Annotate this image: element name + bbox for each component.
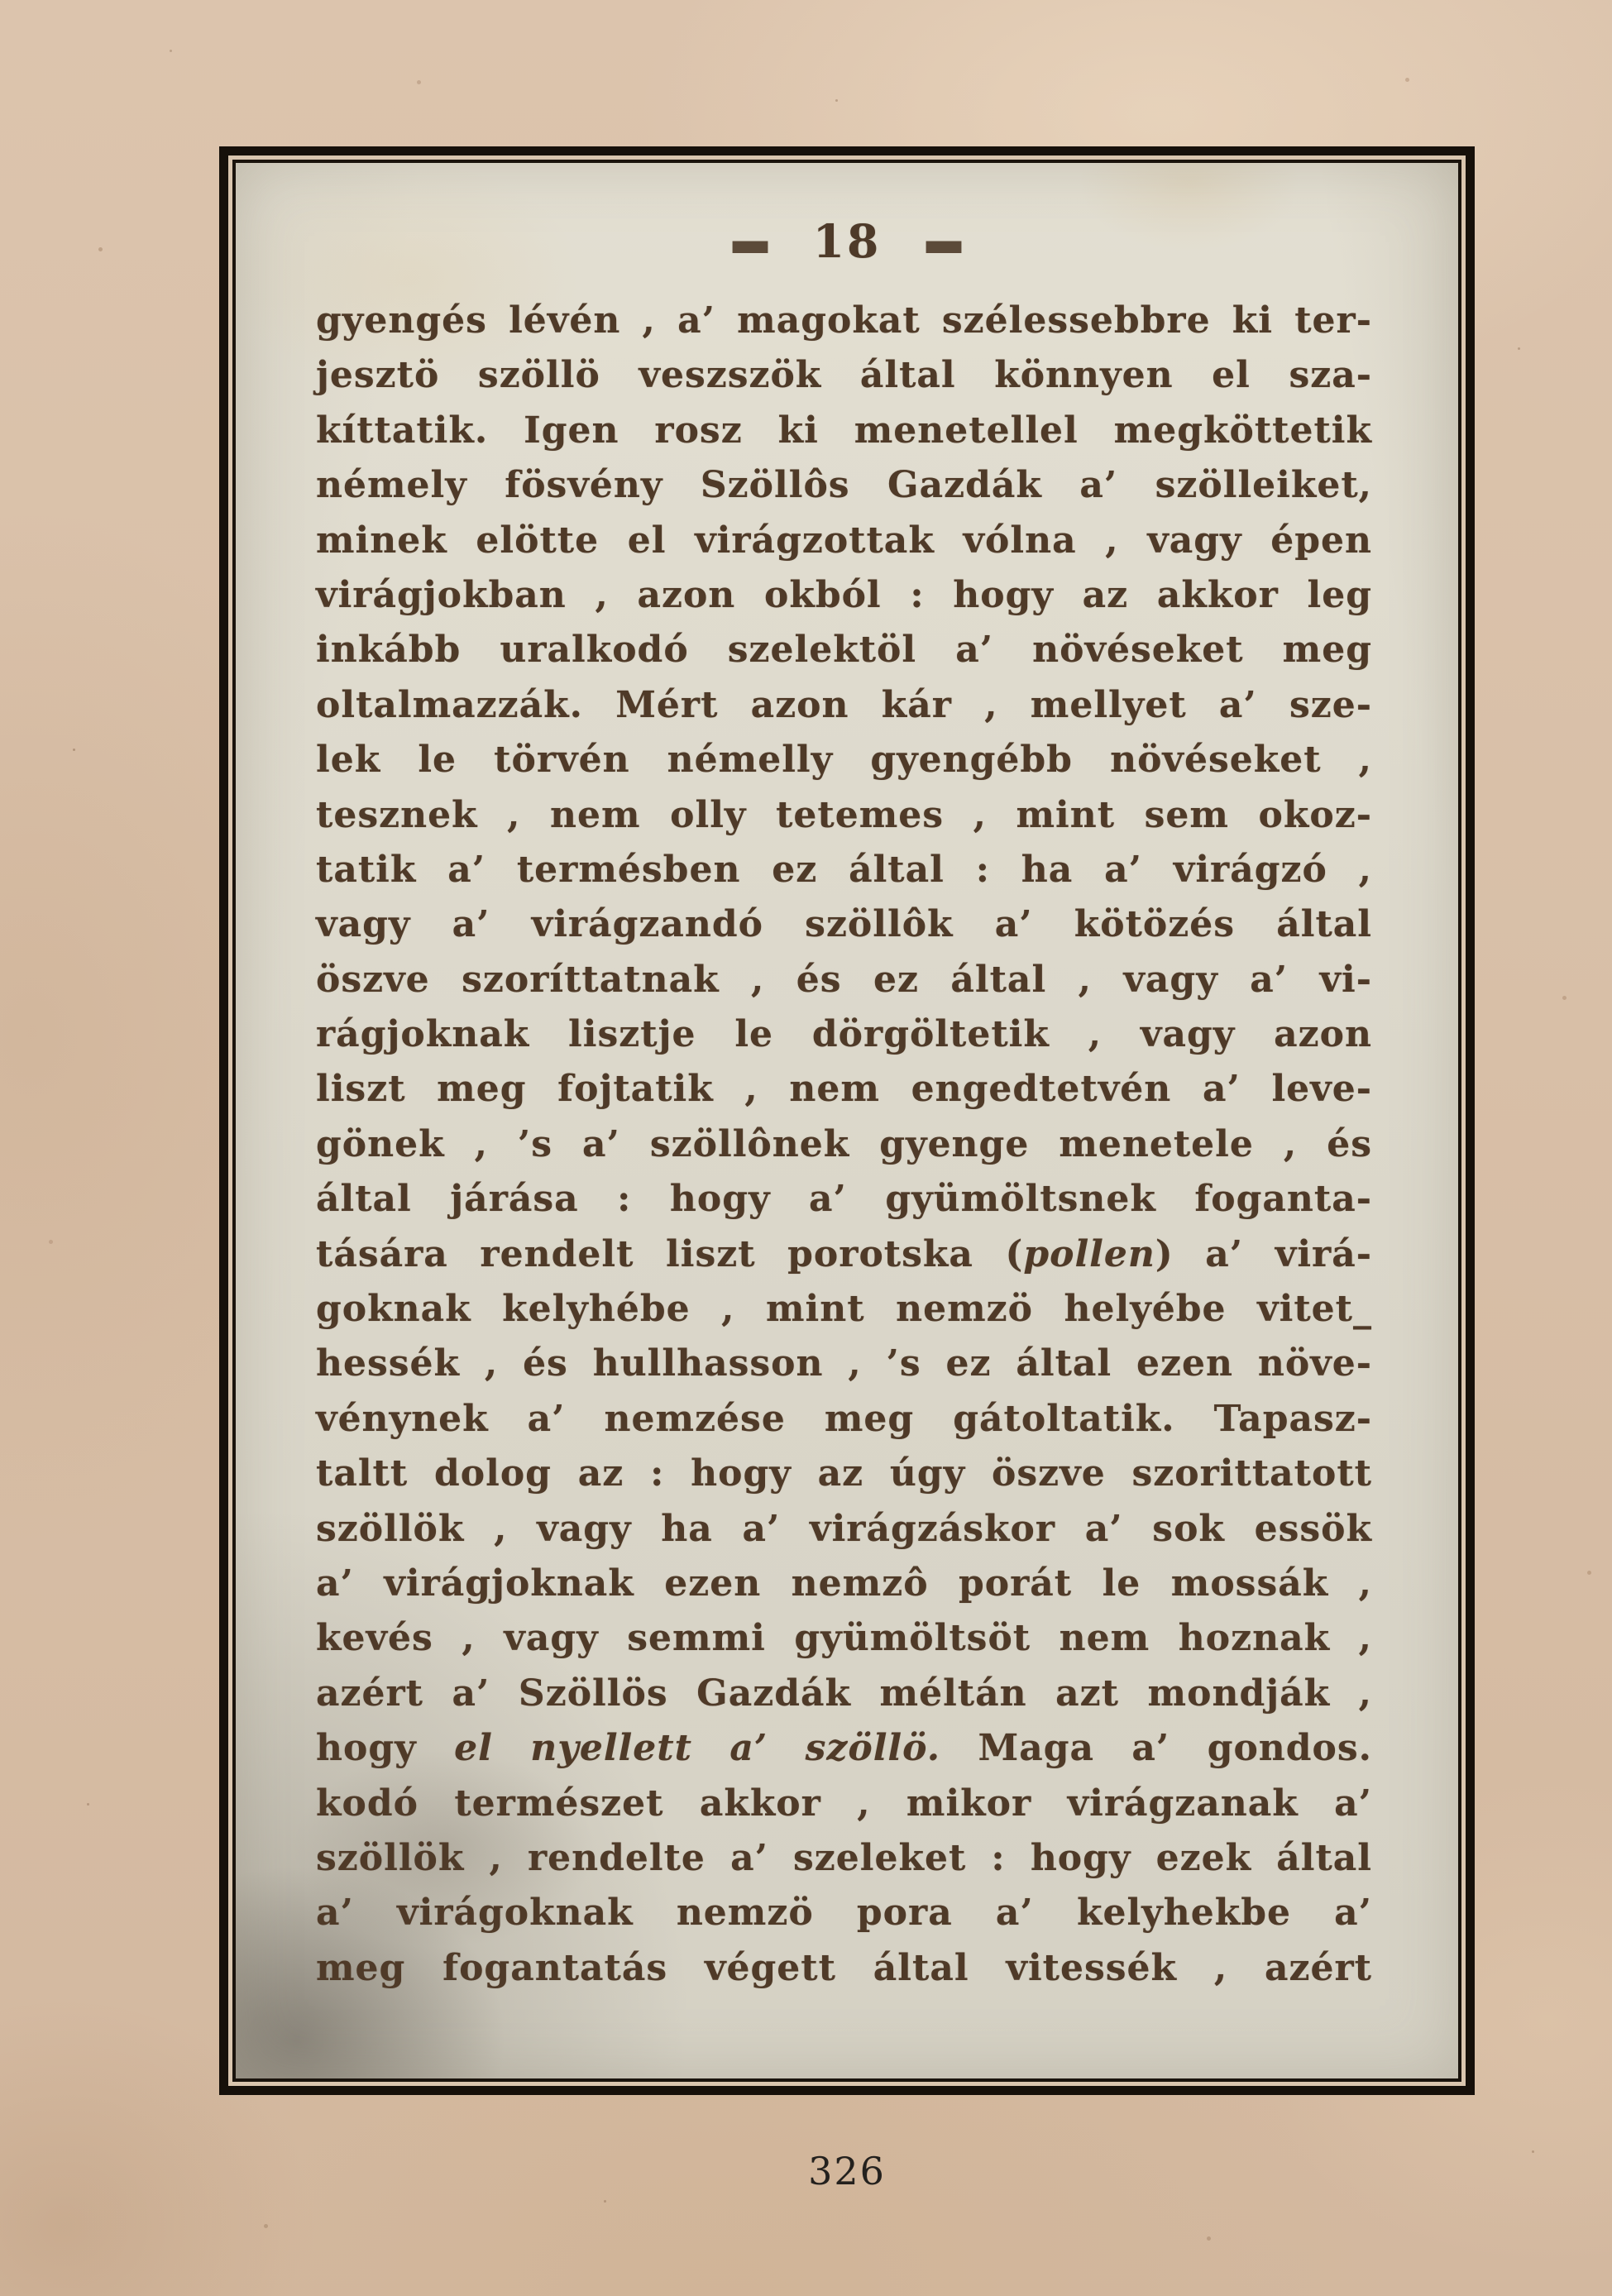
text-run: vagy a’ virágzandó szöllôk a’ kötözés által xyxy=(316,903,1372,946)
text-run: oltalmazzák. Mért azon kár , mellyet a’ sze- xyxy=(316,683,1372,726)
text-run: kíttatik. Igen rosz ki menetellel megköttetik xyxy=(316,409,1372,452)
text-run: szöllök , rendelte a’ szeleket : hogy ezek által xyxy=(316,1836,1372,1879)
header-rule-left: — xyxy=(729,179,770,300)
text-line xyxy=(316,1777,1372,1831)
text-run: virágjokban , azon okból : hogy az akkor leg xyxy=(316,573,1372,616)
text-run: némely fösvény Szöllôs Gazdák a’ szölleiket, xyxy=(316,464,1372,507)
text-line xyxy=(316,1282,1372,1337)
text-line xyxy=(316,1667,1372,1721)
text-run: tására rendelt liszt porotska ( xyxy=(316,1232,1024,1275)
italic-phrase: el nyellett a’ szöllö. xyxy=(454,1727,941,1770)
text-run: rágjoknak lisztje le dörgöltetik , vagy azon xyxy=(316,1013,1372,1056)
text-run: Maga a’ gondos. xyxy=(940,1727,1372,1770)
text-run: liszt meg fojtatik , nem engedtetvén a’ leve- xyxy=(316,1068,1372,1111)
text-line xyxy=(316,404,1372,458)
text-line xyxy=(316,1007,1372,1062)
page-header xyxy=(236,179,1458,300)
text-run: taltt dolog az : hogy az úgy öszve szorittatott xyxy=(316,1452,1372,1495)
header-page-number: 18 xyxy=(812,213,882,268)
text-run: lek le törvén némelly gyengébb növéseket , xyxy=(316,739,1372,782)
paper-speckles xyxy=(0,0,2,2)
text-line xyxy=(316,1557,1372,1611)
text-line xyxy=(316,1886,1372,1940)
text-run: hessék , és hullhasson , ’s ez által ezen növe- xyxy=(316,1342,1372,1385)
text-line xyxy=(316,897,1372,952)
text-line xyxy=(316,1502,1372,1557)
text-run: gönek , ’s a’ szöllônek gyenge menetele , és xyxy=(316,1122,1372,1165)
text-run: inkább uralkodó szelektöl a’ növéseket meg xyxy=(316,629,1372,672)
text-line xyxy=(316,1337,1372,1391)
text-line xyxy=(316,623,1372,677)
text-run: a’ virágjoknak ezen nemzô porát le mossák , xyxy=(316,1562,1372,1605)
text-line xyxy=(316,1117,1372,1172)
text-line xyxy=(316,1062,1372,1117)
text-run: szöllök , vagy ha a’ virágzáskor a’ sok essök xyxy=(316,1507,1372,1550)
text-run: meg fogantatás végett által vitessék , azért xyxy=(316,1946,1372,1989)
page-frame-inner-rule xyxy=(232,160,1461,2082)
text-line xyxy=(316,1392,1372,1447)
page-frame-border xyxy=(219,146,1475,2095)
text-run: kodó természet akkor , mikor virágzanak a’ xyxy=(316,1782,1372,1825)
text-line xyxy=(316,1611,1372,1666)
text-line xyxy=(316,458,1372,513)
text-run: gyengés lévén , a’ magokat szélessebbre ki ter- xyxy=(316,299,1372,342)
text-run: ) a’ virá- xyxy=(1155,1232,1372,1275)
text-run: goknak kelyhébe , mint nemzö helyébe vitet_ xyxy=(316,1288,1372,1331)
text-run: azért a’ Szöllös Gazdák méltán azt mondják , xyxy=(316,1672,1372,1715)
text-run: tesznek , nem olly tetemes , mint sem okoz- xyxy=(316,793,1372,836)
text-line xyxy=(316,1227,1372,1282)
italic-phrase: pollen xyxy=(1023,1232,1155,1275)
book-page-scan xyxy=(236,163,1458,2078)
footer-page-number: 326 xyxy=(808,2149,886,2193)
text-line xyxy=(316,568,1372,623)
text-line xyxy=(316,1941,1372,1996)
text-line xyxy=(316,733,1372,787)
text-line xyxy=(316,348,1372,403)
text-line xyxy=(316,953,1372,1007)
text-line xyxy=(316,514,1372,568)
text-block xyxy=(316,294,1372,1996)
text-line xyxy=(316,788,1372,843)
text-run: jesztö szöllö veszszök által könnyen el sza- xyxy=(316,354,1372,397)
text-run: által járása : hogy a’ gyümöltsnek foganta- xyxy=(316,1178,1372,1221)
text-line xyxy=(316,843,1372,897)
header-rule-right: — xyxy=(924,179,964,300)
text-run: hogy xyxy=(316,1727,455,1770)
text-run: tatik a’ termésben ez által : ha a’ virágzó , xyxy=(316,848,1372,891)
text-line xyxy=(316,1172,1372,1227)
text-run: vénynek a’ nemzése meg gátoltatik. Tapasz- xyxy=(316,1397,1372,1440)
text-line xyxy=(316,1721,1372,1776)
text-line xyxy=(316,1447,1372,1501)
text-run: öszve szoríttatnak , és ez által , vagy a’ vi- xyxy=(316,958,1372,1001)
text-run: minek elötte el virágzottak vólna , vagy épen xyxy=(316,519,1372,562)
text-line xyxy=(316,678,1372,733)
text-run: a’ virágoknak nemzö pora a’ kelyhekbe a’ xyxy=(316,1892,1372,1935)
text-line xyxy=(316,294,1372,348)
text-line xyxy=(316,1831,1372,1886)
text-run: kevés , vagy semmi gyümöltsöt nem hoznak , xyxy=(316,1617,1372,1660)
